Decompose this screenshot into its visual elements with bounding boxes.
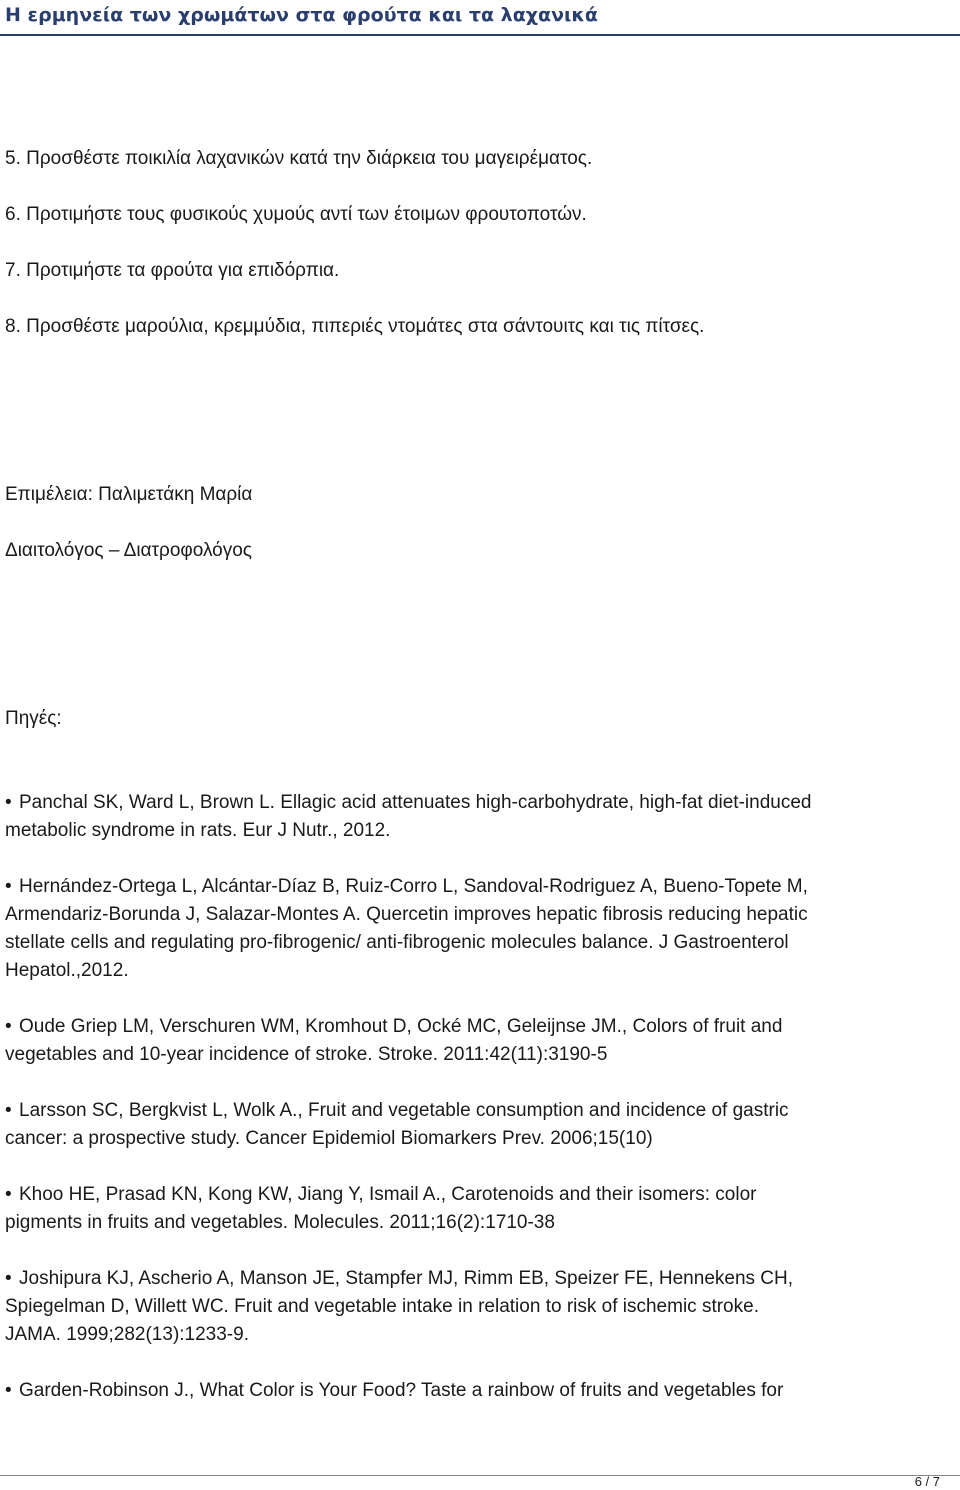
bullet-icon: • xyxy=(5,1016,12,1037)
reference-item xyxy=(5,1181,955,1237)
bullet-icon: • xyxy=(5,1380,12,1401)
reference-item xyxy=(5,1097,955,1153)
reference-line: • Larsson SC, Bergkvist L, Wolk A., Fruit and vegetable consumption and incidence of gastric xyxy=(5,1097,955,1125)
reference-line: JAMA. 1999;282(13):1233-9. xyxy=(5,1324,249,1345)
reference-item xyxy=(5,789,955,845)
reference-line: • Oude Griep LM, Verschuren WM, Kromhout D, Ocké MC, Geleijnse JM., Colors of fruit and xyxy=(5,1013,955,1041)
reference-line: cancer: a prospective study. Cancer Epidemiol Biomarkers Prev. 2006;15(10) xyxy=(5,1128,653,1149)
author-role: Διαιτολόγος – Διατροφολόγος xyxy=(5,540,252,561)
document-header xyxy=(0,0,960,34)
tip-6: 6. Προτιμήστε τους φυσικούς χυμούς αντί των έτοιμων φρουτοποτών. xyxy=(5,204,587,225)
sources-heading: Πηγές: xyxy=(5,708,62,729)
reference-line: pigments in fruits and vegetables. Molecules. 2011;16(2):1710-38 xyxy=(5,1212,555,1233)
bullet-icon: • xyxy=(5,792,12,813)
reference-item xyxy=(5,873,955,985)
reference-item xyxy=(5,1377,955,1405)
bullet-icon: • xyxy=(5,1268,12,1289)
reference-line: vegetables and 10-year incidence of stroke. Stroke. 2011:42(11):3190-5 xyxy=(5,1044,608,1065)
reference-line: • Joshipura KJ, Ascherio A, Manson JE, Stampfer MJ, Rimm EB, Speizer FE, Hennekens CH, xyxy=(5,1265,955,1293)
bullet-icon: • xyxy=(5,1184,12,1205)
reference-line: Spiegelman D, Willett WC. Fruit and vegetable intake in relation to risk of ischemic stroke. xyxy=(5,1296,759,1317)
bullet-icon: • xyxy=(5,1100,12,1121)
tip-8: 8. Προσθέστε μαρούλια, κρεμμύδια, πιπεριές ντομάτες στα σάντουιτς και τις πίτσες. xyxy=(5,316,705,337)
author-credit: Επιμέλεια: Παλιμετάκη Μαρία xyxy=(5,484,253,505)
reference-line: • Khoo HE, Prasad KN, Kong KW, Jiang Y, Ismail A., Carotenoids and their isomers: color xyxy=(5,1181,955,1209)
document-title: Η ερμηνεία των χρωμάτων στα φρούτα και τα λαχανικά xyxy=(5,4,598,26)
reference-line: • Hernández-Ortega L, Alcántar-Díaz B, Ruiz-Corro L, Sandoval-Rodriguez A, Bueno-Topete M, xyxy=(5,873,955,901)
page-number: 6 / 7 xyxy=(914,1474,940,1489)
footer-divider xyxy=(0,1475,960,1476)
reference-item xyxy=(5,1265,955,1349)
reference-line: stellate cells and regulating pro-fibrogenic/ anti-fibrogenic molecules balance. J Gastroenterol xyxy=(5,932,789,953)
reference-item xyxy=(5,1013,955,1069)
bullet-icon: • xyxy=(5,876,12,897)
reference-line: Armendariz-Borunda J, Salazar-Montes A. Quercetin improves hepatic fibrosis reducing hepatic xyxy=(5,904,808,925)
reference-line: metabolic syndrome in rats. Eur J Nutr., 2012. xyxy=(5,820,391,841)
reference-line: Hepatol.,2012. xyxy=(5,960,129,981)
tip-7: 7. Προτιμήστε τα φρούτα για επιδόρπια. xyxy=(5,260,340,281)
tip-5: 5. Προσθέστε ποικιλία λαχανικών κατά την διάρκεια του μαγειρέματος. xyxy=(5,148,593,169)
header-divider xyxy=(0,34,960,36)
reference-line: • Panchal SK, Ward L, Brown L. Ellagic acid attenuates high-carbohydrate, high-fat diet-induced xyxy=(5,789,955,817)
reference-line: • Garden-Robinson J., What Color is Your Food? Taste a rainbow of fruits and vegetables for xyxy=(5,1377,955,1405)
